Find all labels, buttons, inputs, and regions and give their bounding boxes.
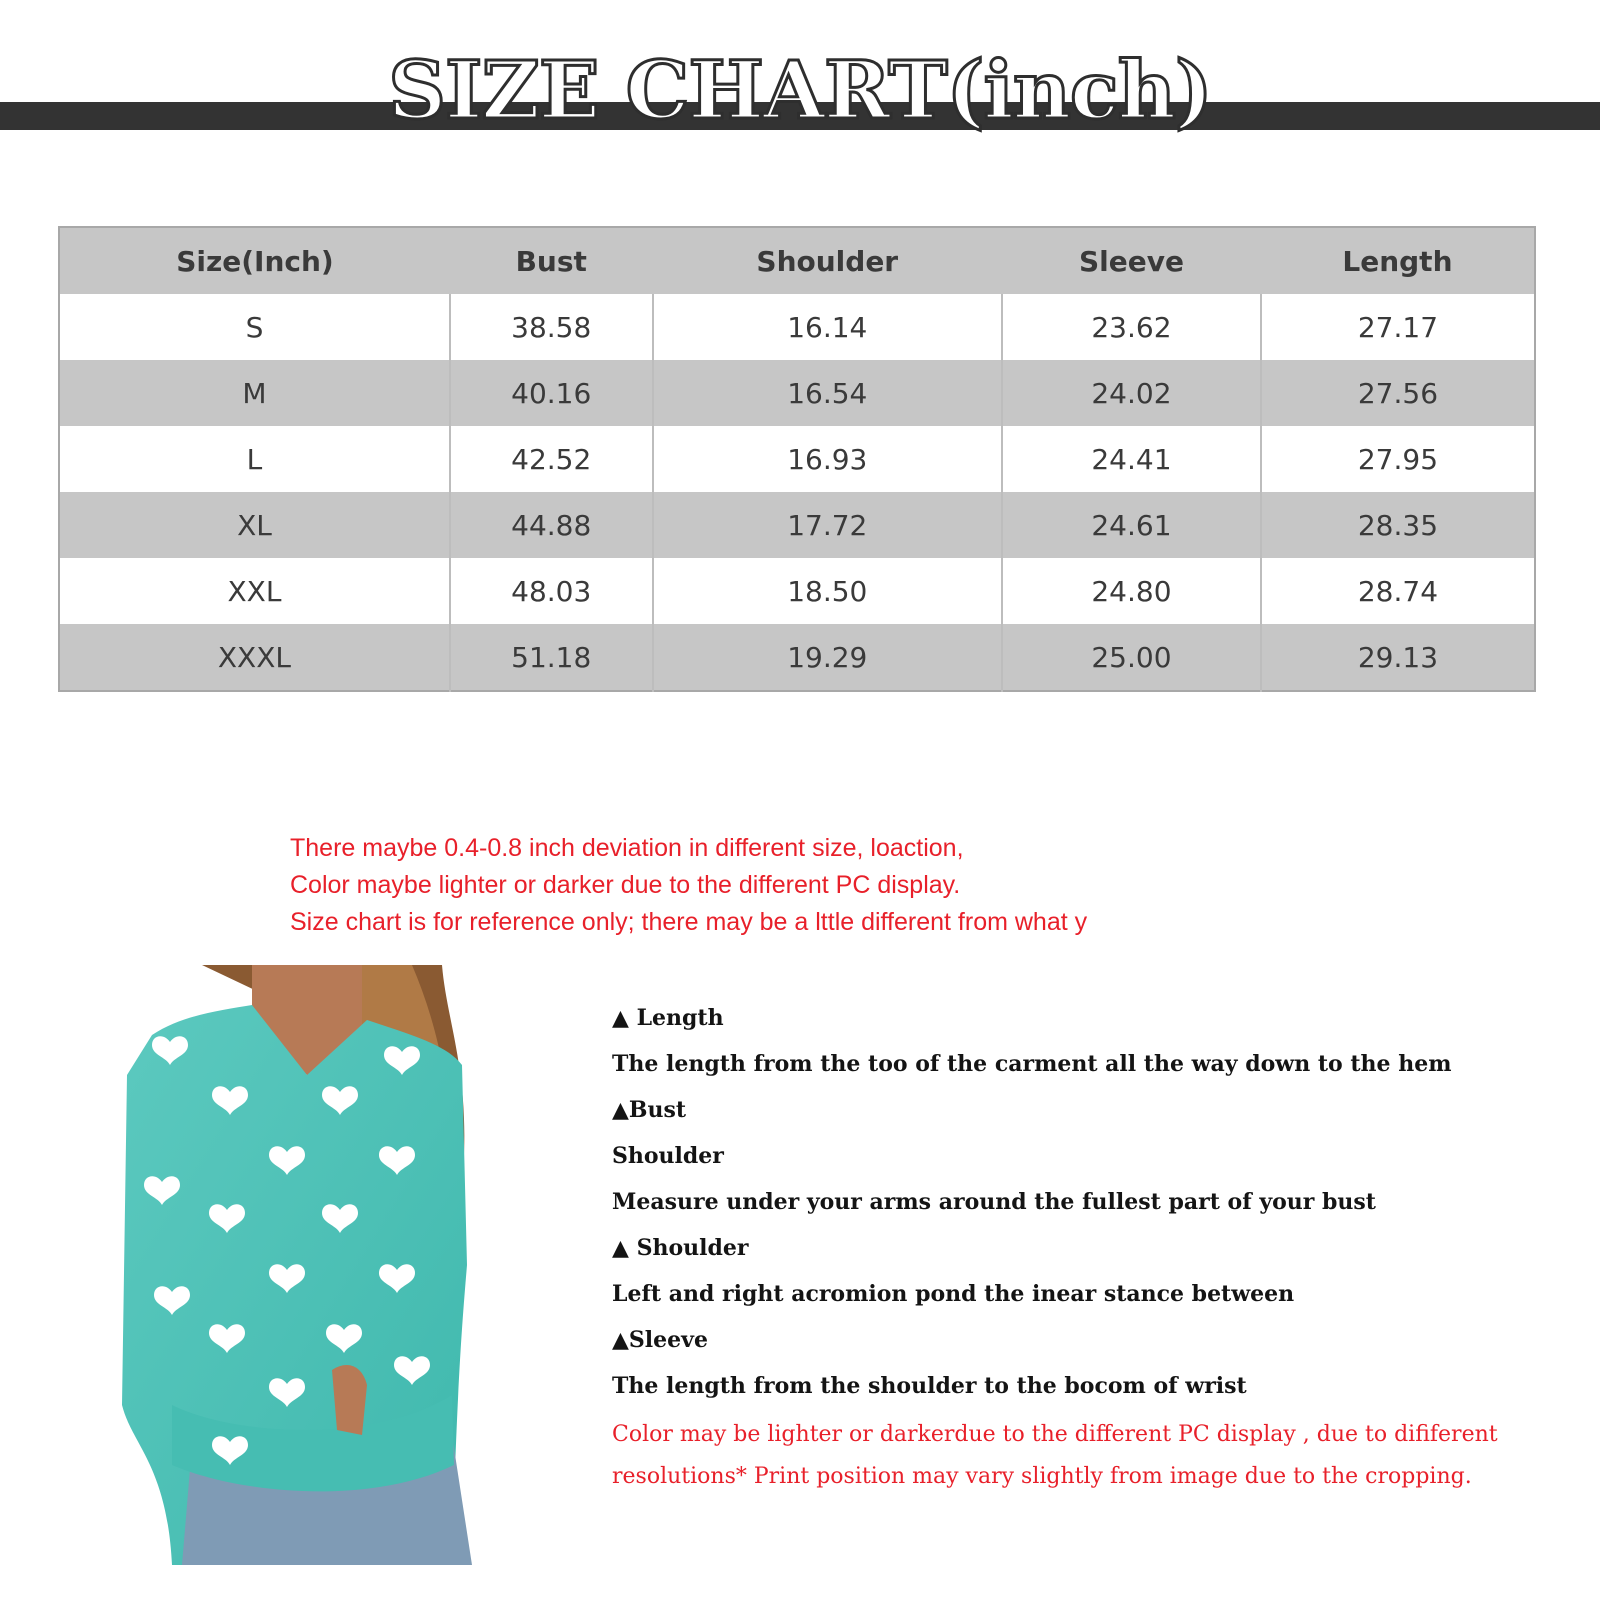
disclaimer-line: Color may be lighter or darkerdue to the different PC display , due to dififerent: [612, 1422, 1498, 1447]
notice-line: There maybe 0.4-0.8 inch deviation in different size, loaction,: [290, 834, 964, 862]
table-cell: 18.50: [653, 558, 1002, 624]
table-cell: 17.72: [653, 492, 1002, 558]
shoulder-description: Left and right acromion pond the inear stance between: [612, 1281, 1295, 1307]
size-table: [58, 226, 1536, 692]
table-cell: L: [59, 426, 450, 492]
notice-line: Color maybe lighter or darker due to the different PC display.: [290, 871, 961, 899]
column-header: Size(Inch): [59, 227, 450, 294]
table-cell: 27.95: [1261, 426, 1535, 492]
table-cell: 16.14: [653, 294, 1002, 360]
table-cell: 38.58: [450, 294, 653, 360]
sleeve-description: The length from the shoulder to the bocom of wrist: [612, 1373, 1247, 1399]
table-cell: 42.52: [450, 426, 653, 492]
table-cell: S: [59, 294, 450, 360]
table-cell: 19.29: [653, 624, 1002, 691]
table-cell: 27.56: [1261, 360, 1535, 426]
length-heading: ▲ Length: [612, 1005, 724, 1031]
table-cell: XXL: [59, 558, 450, 624]
table-cell: 28.35: [1261, 492, 1535, 558]
table-cell: 24.02: [1002, 360, 1261, 426]
bust-heading: ▲Bust: [612, 1097, 687, 1123]
notice-line: Size chart is for reference only; there may be a lttle different from what y: [290, 908, 1088, 936]
table-cell: 24.80: [1002, 558, 1261, 624]
page-title: SIZE CHART(inch): [388, 43, 1212, 137]
measurement-guide: [612, 1000, 1572, 1498]
table-cell: 48.03: [450, 558, 653, 624]
table-row: [59, 492, 1535, 558]
table-cell: 24.41: [1002, 426, 1261, 492]
table-cell: 51.18: [450, 624, 653, 691]
table-cell: 40.16: [450, 360, 653, 426]
table-cell: XXXL: [59, 624, 450, 691]
column-header: Bust: [450, 227, 653, 294]
table-cell: 16.54: [653, 360, 1002, 426]
table-cell: 29.13: [1261, 624, 1535, 691]
table-row: [59, 360, 1535, 426]
product-photo: [112, 965, 504, 1565]
table-row: [59, 624, 1535, 691]
table-row: [59, 558, 1535, 624]
bust-description: Measure under your arms around the fullest part of your bust: [612, 1189, 1376, 1215]
column-header: Sleeve: [1002, 227, 1261, 294]
shoulder-heading: ▲ Shoulder: [612, 1235, 749, 1261]
table-row: [59, 294, 1535, 360]
column-header: Length: [1261, 227, 1535, 294]
hand-shape: [332, 1365, 367, 1435]
deviation-notice: [290, 830, 1150, 941]
table-header-row: [59, 227, 1535, 294]
length-description: The length from the too of the carment all the way down to the hem: [612, 1051, 1452, 1077]
table-cell: 44.88: [450, 492, 653, 558]
disclaimer-line: resolutions* Print position may vary slightly from image due to the cropping.: [612, 1464, 1472, 1489]
column-header: Shoulder: [653, 227, 1002, 294]
bust-subheading: Shoulder: [612, 1143, 724, 1169]
table-cell: 16.93: [653, 426, 1002, 492]
table-cell: 24.61: [1002, 492, 1261, 558]
table-cell: 28.74: [1261, 558, 1535, 624]
table-cell: XL: [59, 492, 450, 558]
table-cell: M: [59, 360, 450, 426]
table-cell: 25.00: [1002, 624, 1261, 691]
sleeve-heading: ▲Sleeve: [612, 1327, 708, 1353]
table-cell: 27.17: [1261, 294, 1535, 360]
table-cell: 23.62: [1002, 294, 1261, 360]
table-row: [59, 426, 1535, 492]
